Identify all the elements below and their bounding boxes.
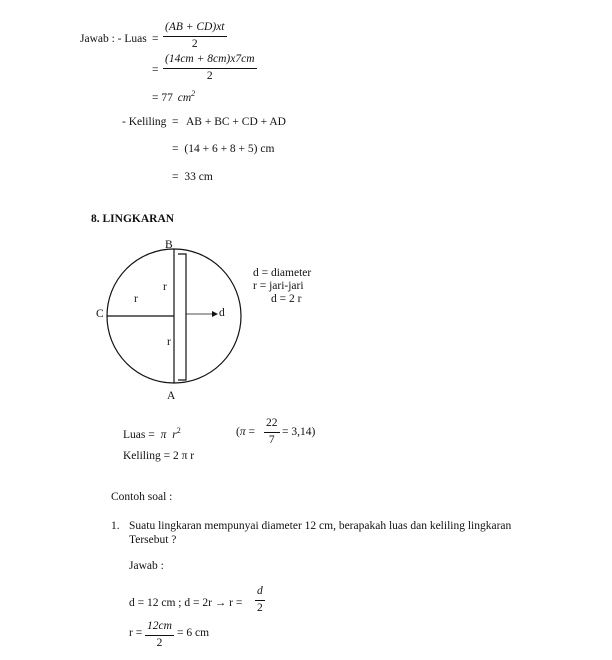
label-r-bottom: r bbox=[167, 336, 171, 348]
equals-sign: = bbox=[152, 33, 159, 45]
d-arrow-head bbox=[212, 311, 218, 317]
pi-denominator: 7 bbox=[268, 433, 275, 446]
step-2-result: = 6 cm bbox=[177, 627, 210, 639]
example-heading: Contoh soal : bbox=[111, 491, 173, 503]
luas-result: = 77 $cm^2$ bbox=[152, 89, 196, 104]
equals-sign: = bbox=[152, 64, 159, 76]
question-line-2: Tersebut ? bbox=[129, 534, 177, 546]
label-r-top: r bbox=[163, 281, 167, 293]
pi-value: = 3,14) bbox=[282, 426, 316, 438]
question-line-1: Suatu lingkaran mempunyai diameter 12 cm, berapakah luas dan keliling lingkaran bbox=[129, 520, 512, 532]
step-2-fraction: $\frac{12cm}{2}$ bbox=[147, 620, 172, 649]
keliling-substitution: = (14 + 6 + 8 + 5) cm bbox=[172, 143, 275, 155]
luas-formula-denominator: 2 bbox=[191, 37, 198, 50]
keliling-circle-formula: Keliling = 2 π r bbox=[123, 450, 195, 462]
legend-radius: r = jari-jari bbox=[253, 280, 304, 292]
keliling-label: - Keliling bbox=[122, 116, 167, 128]
label-a: A bbox=[167, 390, 176, 402]
pi-open: (π = bbox=[236, 426, 255, 438]
label-b: B bbox=[165, 239, 173, 251]
label-r-horizontal: r bbox=[134, 293, 138, 305]
pi-numerator: 22 bbox=[264, 418, 280, 433]
label-c: C bbox=[96, 308, 104, 320]
legend-formula: d = 2 r bbox=[271, 293, 302, 305]
jawab-luas-label: Jawab : - Luas bbox=[80, 33, 147, 45]
luas-substitution-denominator: 2 bbox=[206, 69, 213, 82]
step-2-prefix: r = bbox=[129, 627, 143, 639]
keliling-result: = 33 cm bbox=[172, 171, 213, 183]
diameter-bracket bbox=[178, 254, 186, 380]
pi-fraction bbox=[264, 418, 280, 446]
luas-substitution-numerator: (14cm + 8cm)x7cm bbox=[163, 54, 257, 69]
section-heading: 8. LINGKARAN bbox=[91, 213, 175, 225]
equals-sign: = bbox=[172, 116, 179, 128]
keliling-formula: AB + BC + CD + AD bbox=[186, 116, 286, 128]
legend-diameter: d = diameter bbox=[253, 267, 312, 279]
luas-formula-numerator: (AB + CD)xt bbox=[163, 22, 227, 37]
question-number: 1. bbox=[111, 520, 120, 532]
luas-circle-formula: Luas = π $r^2$ bbox=[123, 426, 181, 441]
example-jawab: Jawab : bbox=[129, 560, 164, 572]
label-d-arrow: d bbox=[219, 307, 225, 319]
step-1: d = 12 cm ; d = 2r → r = bbox=[129, 597, 243, 609]
step-1-fraction: $\frac{d}{2}$ bbox=[257, 585, 263, 614]
